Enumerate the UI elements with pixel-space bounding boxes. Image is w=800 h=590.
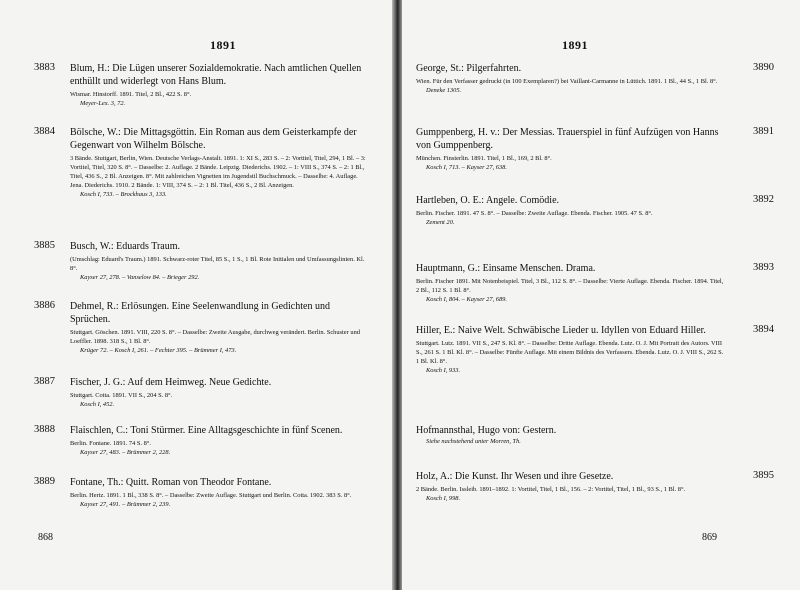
page-number: 868 [38, 532, 53, 543]
entry-reference: Kosch I, 933. [426, 367, 461, 374]
entry-number: 3885 [34, 240, 55, 251]
entry-number: 3891 [753, 126, 774, 137]
entry-reference: Kosch I, 733. – Brockhaus 3, 133. [80, 191, 167, 198]
entry [416, 324, 774, 375]
entry-title: Hiller, E.: Naive Welt. Schwäbische Lieder u. Idyllen von Eduard Hiller. [416, 325, 706, 336]
entry-description: Berlin. Fontane. 1891. 74 S. 8°. [70, 440, 152, 447]
entry-title: Blum, H.: Die Lügen unserer Sozialdemokratie. Nach amtlichen Quellen enthüllt und widerlegt von Hans Blum. [70, 63, 362, 87]
entry [34, 476, 370, 509]
entry-number: 3888 [34, 424, 55, 435]
entry-title: Hartleben, O. E.: Angele. Comödie. [416, 195, 560, 206]
entry [34, 424, 370, 457]
entry-description: Stuttgart. Lutz. 1891. VII S., 247 S. Kl. 8°. – Dasselbe: Dritte Auflage. Ebenda. Lutz. O. J. Mit Portrait des Autors. VIII S., 261 S. 1 Bl. Kl. 8°. – Dasselbe: Fünfte Auflage. Mit einem Bildnis des Verfassers. Ebenda. Lutz. O. J. VIII S., 262 S. 1 Bl. Kl. 8°. [416, 340, 724, 365]
entry-number: 3886 [34, 300, 55, 311]
entry-reference: Deneke 1305. [426, 87, 462, 94]
entry-description: München. Finsterlin. 1891. Titel, 1 Bl., 169, 2 Bl. 8°. [416, 155, 552, 162]
entry-title: Holz, A.: Die Kunst. Ihr Wesen und ihre Gesetze. [416, 471, 614, 482]
entry [416, 470, 774, 503]
book-gutter [392, 0, 402, 590]
entry-title: Dehmel, R.: Erlösungen. Eine Seelenwandlung in Gedichten und Sprüchen. [70, 301, 330, 325]
page-year: 1891 [210, 38, 236, 52]
entry-title: Gumppenberg, H. v.: Der Messias. Trauerspiel in fünf Aufzügen von Hanns von Gumppenberg. [416, 127, 719, 151]
entry [34, 126, 370, 199]
entry [416, 126, 774, 172]
entry-number: 3895 [753, 470, 774, 481]
entry [416, 424, 728, 446]
entry-title: Busch, W.: Eduards Traum. [70, 241, 181, 252]
entry-description: Wismar. Hinstorff. 1891. Titel, 2 Bl., 422 S. 8°. [70, 91, 192, 98]
entry-reference: Kosch I, 998. [426, 495, 461, 502]
entry-number: 3884 [34, 126, 55, 137]
entry-title: Fontane, Th.: Quitt. Roman von Theodor Fontane. [70, 477, 272, 488]
entry-title: George, St.: Pilgerfahrten. [416, 63, 522, 74]
entry-description: Wien. Für den Verfasser gedruckt (in 100 Exemplaren?) bei Vaillant-Carmanne in Lüttich. 1891. 1 Bl., 44 S., 1 Bl. 8°. [416, 78, 718, 85]
entry [34, 240, 370, 282]
entry-description: 3 Bände. Stuttgart, Berlin, Wien. Deutsche Verlags-Anstalt. 1891. 1: XI S., 283 S. – 2: Vortitel, Titel, 294, 1 Bl. – 3: Vortitel, Titel, 320 S. 8°. – Dasselbe: 2. Auflage. 2 Bände. Leipzig. Diederichs. 1902. – 1: VIII S., 374 S. – 2: 1 Bl., Titel, 436 S., 2 Bl. Anzeigen. 8°. Mit zahlreichen Vignetten im Jugendstil Buchschmuck. – Dasselbe: 4. Auflage. Jena. Diederichs. 1910. 2 Bände. 1: VIII, 374 S. – 2: 1 Bl. Titel, 436 S., 2 Bl. Anzeigen. [70, 155, 366, 189]
entry [34, 62, 370, 108]
entry-title: Bölsche, W.: Die Mittagsgöttin. Ein Roman aus dem Geisterkampfe der Gegenwart von Wilhelm Bölsche. [70, 127, 357, 151]
entry-title: Hofmannsthal, Hugo von: Gestern. [416, 425, 557, 436]
entry-number: 3894 [753, 324, 774, 335]
entry-number: 3893 [753, 262, 774, 273]
left-page [0, 0, 392, 590]
entry-number: 3890 [753, 62, 774, 73]
entry-number: 3892 [753, 194, 774, 205]
entry-description: Berlin. Fischer. 1891. 47 S. 8°. – Dasselbe: Zweite Auflage. Ebenda. Fischer. 1905. 47 S. 8°. [416, 210, 653, 217]
entry-description: Berlin. Fischer 1891. Mit Notenbeispiel. Titel, 3 Bl., 112 S. 8°. – Dasselbe: Vierte Auflage. Ebenda. Fischer. 1894. Titel, 2 Bl., 112 S. 1 Bl. 8°. [416, 278, 724, 294]
entry [416, 262, 774, 304]
entry-number: 3883 [34, 62, 55, 73]
entry-reference: Krüger 72. – Kosch I, 261. – Fechter 395. – Brümmer I, 473. [80, 347, 237, 354]
entry-reference: Siehe nachstehend unter Morren, Th. [426, 438, 521, 445]
entry-reference: Kosch I, 452. [80, 401, 115, 408]
entry-description: Stuttgart. Göschen. 1891. VIII, 220 S. 8°. – Dasselbe: Zweite Ausgabe, durchweg verändert. Berlin. Schuster und Loeffler. 1898. 318 S., 1 Bl. 8°. [70, 329, 360, 345]
entry-number: 3889 [34, 476, 55, 487]
entry-title: Hauptmann, G.: Einsame Menschen. Drama. [416, 263, 596, 274]
entry-description: (Umschlag: Eduard's Traum.) 1891. Schwarz-roter Titel, 85 S., 1 S., 1 Bl. Rote Initialen und Umfassungslinien. Kl. 8°. [70, 256, 365, 272]
entry-reference: Kayser 27, 483. – Brümmer 2, 228. [80, 449, 171, 456]
page-year: 1891 [562, 38, 588, 52]
entry-reference: Kayser 27, 491. – Brümmer 2, 239. [80, 501, 171, 508]
entry [416, 194, 774, 227]
entry [34, 300, 370, 355]
entry-reference: Meyer-Lex. 3, 72. [80, 100, 126, 107]
entry [34, 376, 370, 409]
entry-reference: Kosch I, 804. – Kayser 27, 689. [426, 296, 507, 303]
entry-number: 3887 [34, 376, 55, 387]
entry-reference: Kayser 27, 278. – Vanselow 84. – Brieger 292. [80, 274, 200, 281]
entry-reference: Zement 20. [426, 219, 455, 226]
entry-title: Fischer, J. G.: Auf dem Heimweg. Neue Gedichte. [70, 377, 272, 388]
entry-description: Stuttgart. Cotta. 1891. VII S., 204 S. 8°. [70, 392, 173, 399]
right-page [402, 0, 800, 590]
entry-description: 2 Bände. Berlin. Issleib. 1891–1892. 1: Vortitel, Titel, 1 Bl., 156. – 2: Vortitel, Titel, 1 Bl., 93 S., 1 Bl. 8°. [416, 486, 686, 493]
page-number: 869 [702, 532, 717, 543]
entry-reference: Kosch I, 713. – Kayser 27, 638. [426, 164, 507, 171]
entry [416, 62, 774, 95]
entry-title: Flaischlen, C.: Toni Stürmer. Eine Alltagsgeschichte in fünf Scenen. [70, 425, 343, 436]
entry-description: Berlin. Hertz. 1891. 1 Bl., 338 S. 8°. – Dasselbe: Zweite Auflage. Stuttgart und Berlin. Cotta. 1902. 383 S. 8°. [70, 492, 352, 499]
